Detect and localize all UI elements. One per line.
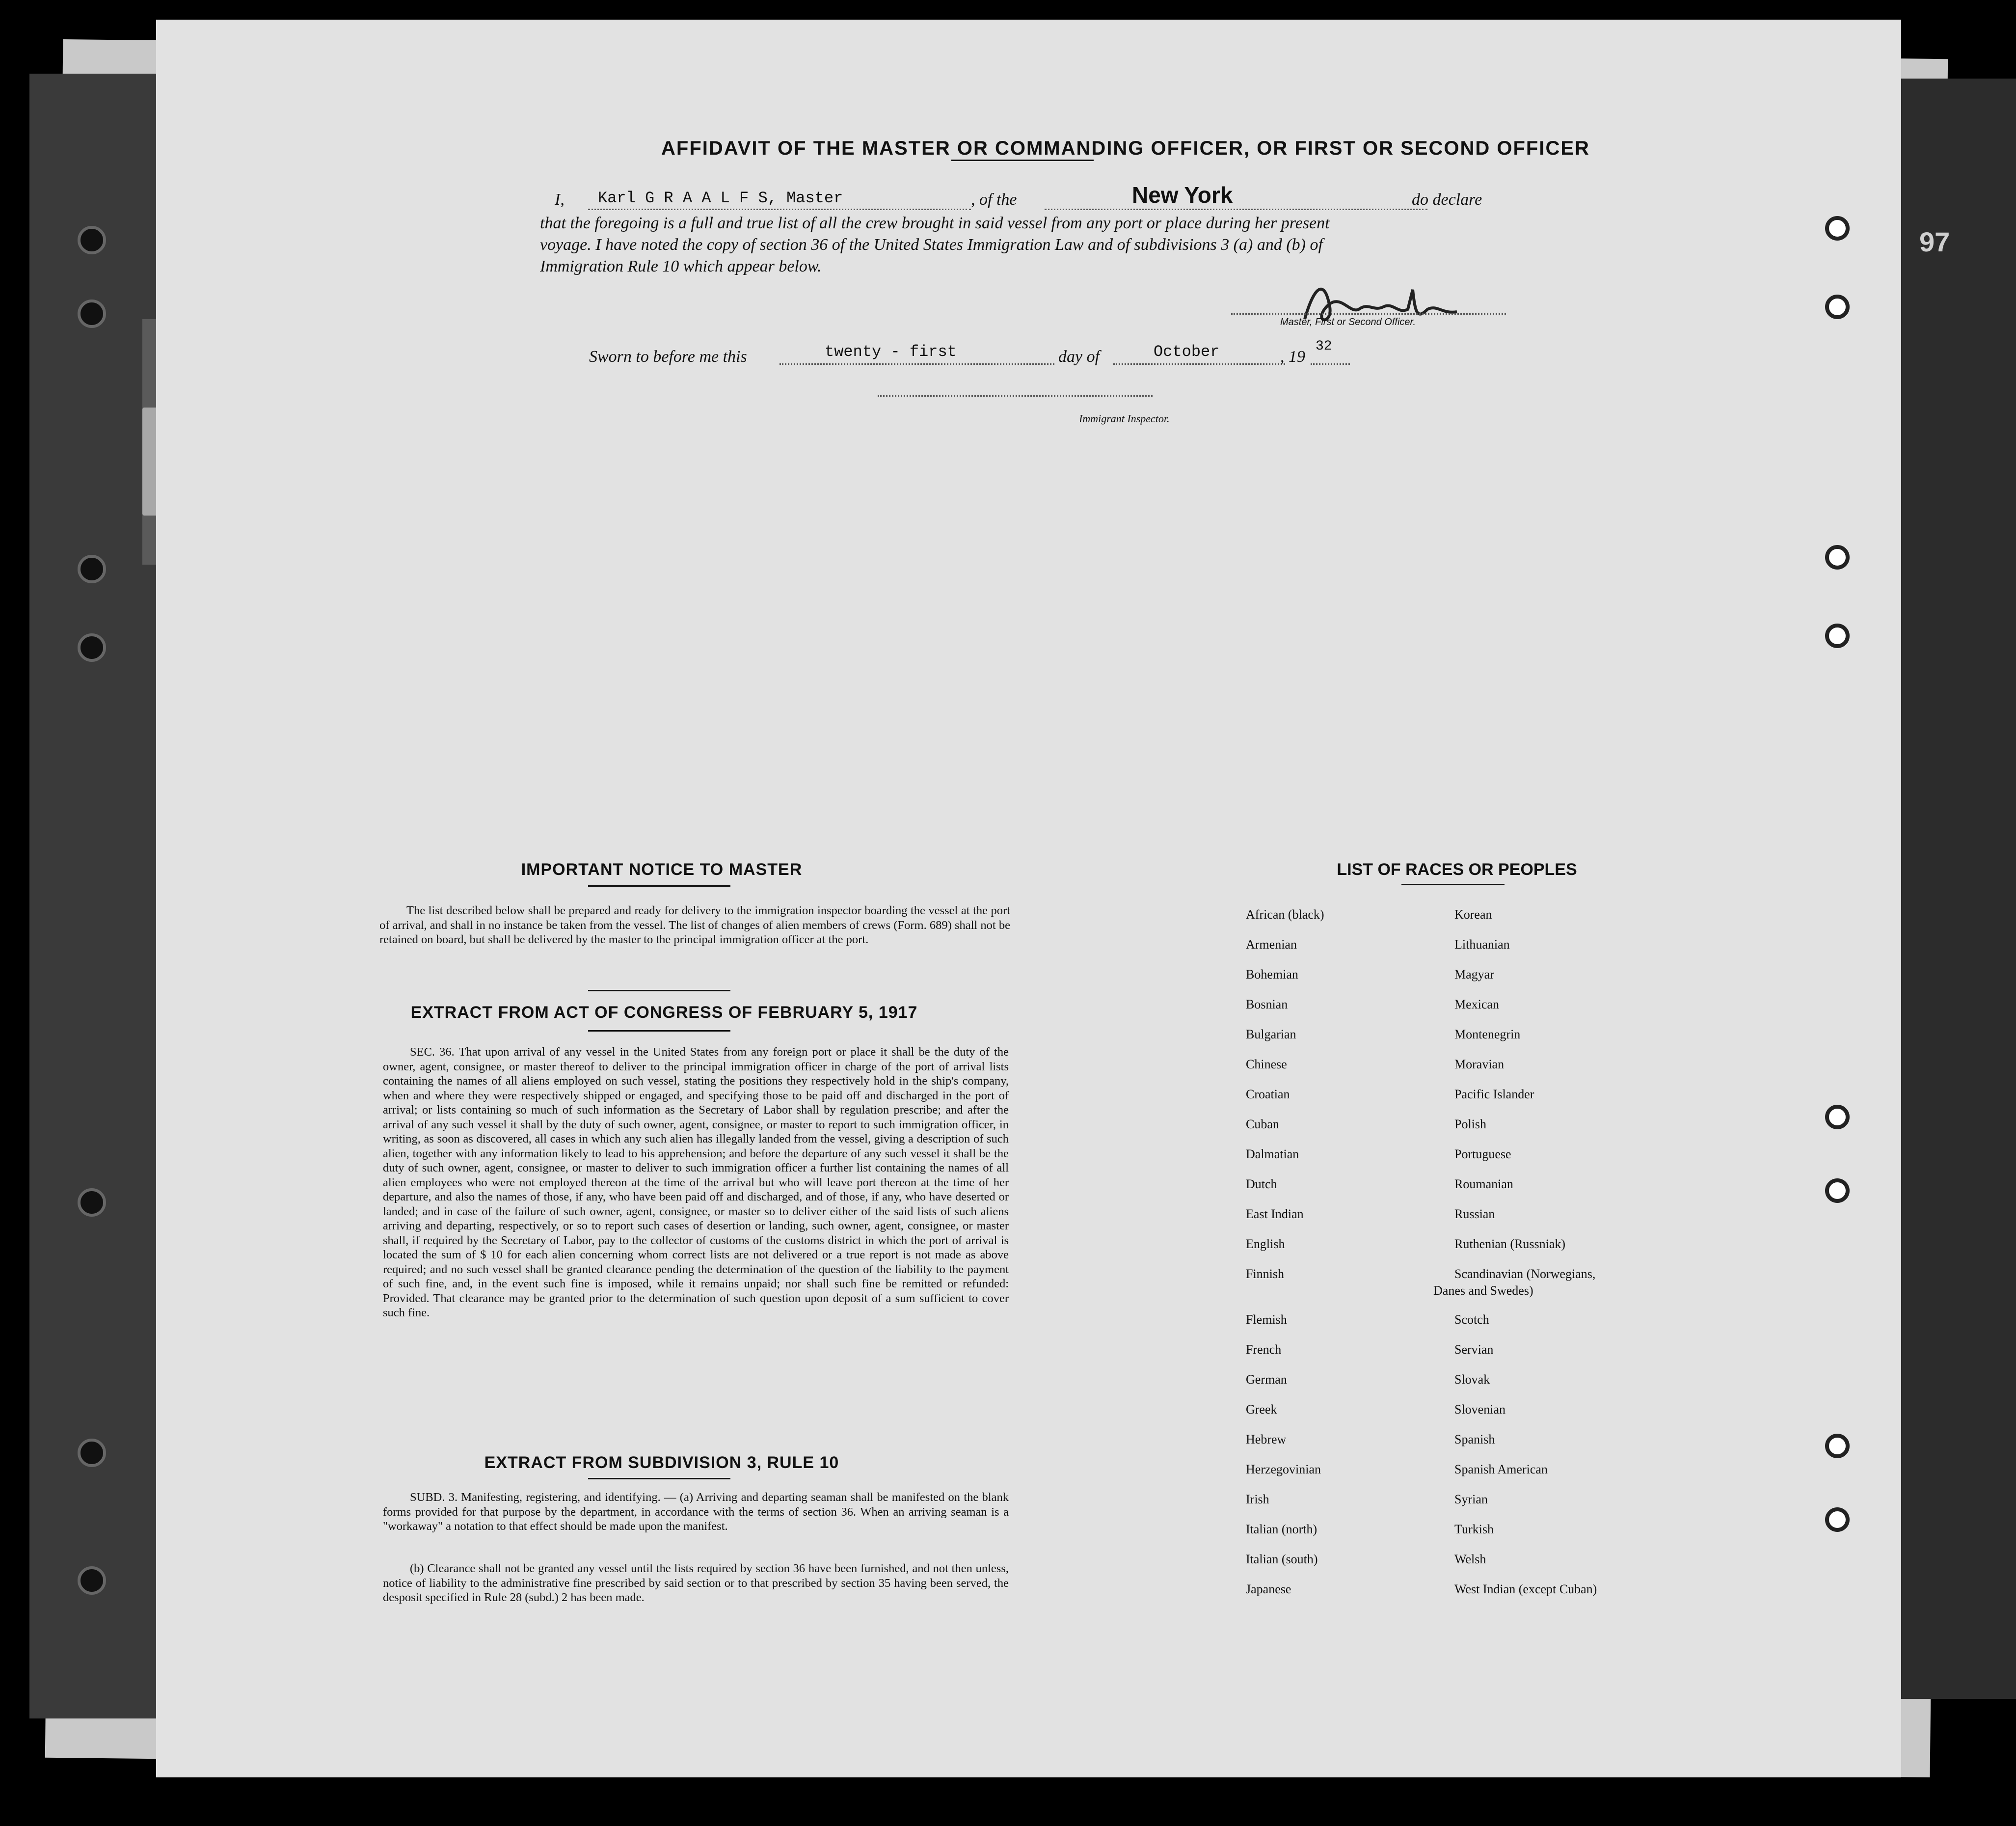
act-title-rule: [588, 1030, 730, 1032]
title-underline: [951, 160, 1094, 161]
master-name-field: Karl G R A A L F S, Master: [598, 189, 843, 207]
race-item: Slovak: [1454, 1372, 1490, 1387]
adjacent-page-edge: [1900, 79, 2016, 1699]
notice-body: The list described below shall be prepared and ready for delivery to the immigration inspector boarding the vessel at the port of arrival, and shall in no instance be taken from the vessel. The list of changes of alien members of crews (Form. 689) shall not be retained on board, but shall be delivered by the master to the principal immigration officer at the port.: [379, 904, 1010, 946]
race-item: Spanish American: [1454, 1462, 1548, 1476]
race-item: Scandinavian (Norwegians,: [1454, 1267, 1596, 1281]
race-item: German: [1246, 1372, 1287, 1387]
races-title: LIST OF RACES OR PEOPLES: [1337, 860, 1577, 879]
binding-hole-icon: [1825, 216, 1850, 241]
race-item: Dalmatian: [1246, 1147, 1299, 1161]
affidavit-title: AFFIDAVIT OF THE MASTER OR COMMANDING OFFICER, OR FIRST OR SECOND OFFICER: [661, 137, 1590, 159]
act-text: [383, 1045, 1009, 1320]
rule-body-b: (b) Clearance shall not be granted any vessel until the lists required by section 36 have been furnished, and not then unless, notice of liability to the administrative fine prescribed by said section or to that prescribed by section 35 having been served, the desposit specified in Rule 28 (subd.) 2 has been made.: [383, 1562, 1009, 1604]
race-item: Ruthenian (Russniak): [1454, 1237, 1566, 1251]
race-item: Japanese: [1246, 1582, 1291, 1596]
races-title-rule: [1401, 884, 1505, 885]
act-title: EXTRACT FROM ACT OF CONGRESS OF FEBRUARY 5, 1917: [410, 1003, 918, 1022]
race-item: Korean: [1454, 907, 1492, 922]
notice-title-rule: [588, 885, 730, 887]
race-item: Croatian: [1246, 1087, 1290, 1101]
signature-line: [1231, 313, 1506, 315]
binding-hole-icon: [1825, 1178, 1850, 1203]
race-item: Bohemian: [1246, 967, 1298, 981]
vessel-name-field: New York: [1132, 182, 1233, 208]
race-item: African (black): [1246, 907, 1324, 922]
race-item: Spanish: [1454, 1432, 1495, 1446]
race-item: English: [1246, 1237, 1285, 1251]
margin-page-number: 97: [1919, 226, 1950, 257]
race-item: Danes and Swedes): [1433, 1283, 1533, 1298]
race-item: Chinese: [1246, 1057, 1287, 1071]
race-item: Russian: [1454, 1207, 1495, 1221]
affidavit-body-line-3: Immigration Rule 10 which appear below.: [540, 257, 822, 275]
affidavit-page: [156, 20, 1901, 1777]
rule-title: EXTRACT FROM SUBDIVISION 3, RULE 10: [484, 1453, 839, 1472]
sworn-prefix: Sworn to before me this: [589, 348, 747, 366]
race-item: Pacific Islander: [1454, 1087, 1534, 1101]
race-item: Mexican: [1454, 997, 1499, 1011]
binding-hole-icon: [1825, 295, 1850, 319]
year-prefix: , 19: [1280, 348, 1305, 366]
race-item: Bosnian: [1246, 997, 1288, 1011]
race-item: Dutch: [1246, 1177, 1277, 1191]
binding-hole-icon: [78, 1439, 106, 1467]
race-item: Flemish: [1246, 1312, 1287, 1327]
race-item: Finnish: [1246, 1267, 1285, 1281]
race-item: Herzegovinian: [1246, 1462, 1321, 1476]
race-item: Greek: [1246, 1402, 1277, 1417]
race-item: Irish: [1246, 1492, 1269, 1506]
sworn-month-field: October: [1154, 343, 1220, 361]
race-item: Italian (south): [1246, 1552, 1318, 1566]
race-item: Slovenian: [1454, 1402, 1505, 1417]
inspector-line: [878, 395, 1153, 397]
do-declare-text: do declare: [1412, 191, 1482, 209]
affidavit-body-line-2: voyage. I have noted the copy of section 36 of the United States Immigration Law and of subdivisions 3 (a) and (b) of: [540, 236, 1323, 254]
year-line: [1311, 363, 1350, 365]
inspector-label: Immigrant Inspector.: [1079, 412, 1170, 425]
race-item: French: [1246, 1342, 1282, 1357]
day-of-text: day of: [1058, 348, 1100, 366]
race-item: Cuban: [1246, 1117, 1279, 1131]
year-suffix: 32: [1316, 339, 1332, 354]
binding-hole-icon: [78, 1566, 106, 1595]
vessel-name-line: [1045, 209, 1427, 210]
notice-text: [379, 903, 1010, 947]
binding-hole-icon: [1825, 1507, 1850, 1532]
race-item: Servian: [1454, 1342, 1494, 1357]
of-the-text: , of the: [971, 191, 1017, 209]
binding-hole-icon: [78, 555, 106, 583]
race-item: West Indian (except Cuban): [1454, 1582, 1597, 1596]
affidavit-i-prefix: I,: [555, 191, 564, 209]
rule-text-b: [383, 1561, 1009, 1605]
race-item: Lithuanian: [1454, 937, 1510, 952]
notice-title: IMPORTANT NOTICE TO MASTER: [521, 860, 803, 879]
rule-body-a: SUBD. 3. Manifesting, registering, and identifying. — (a) Arriving and departing seaman shall be manifested on the blank forms provided for that purpose by the department, in accordance with the terms of section 36. When an arriving seaman is a "workaway" a notation to that effect should be made upon the manifest.: [383, 1491, 1009, 1533]
signature-caption: Master, First or Second Officer.: [1280, 317, 1416, 327]
race-item: Polish: [1454, 1117, 1487, 1131]
master-name-line: [588, 209, 971, 210]
binding-hole-icon: [78, 1188, 106, 1217]
binding-hole-icon: [1825, 1434, 1850, 1458]
rule-text-a: [383, 1490, 1009, 1534]
binding-hole-icon: [78, 226, 106, 254]
race-item: Scotch: [1454, 1312, 1489, 1327]
race-item: Roumanian: [1454, 1177, 1513, 1191]
race-item: Hebrew: [1246, 1432, 1287, 1446]
rule-title-rule: [588, 1478, 730, 1479]
binding-hole-icon: [78, 300, 106, 328]
affidavit-body-line-1: that the foregoing is a full and true list of all the crew brought in said vessel from any port or place during her present: [540, 214, 1330, 232]
sworn-day-field: twenty - first: [825, 343, 957, 361]
race-item: Portuguese: [1454, 1147, 1511, 1161]
binding-hole-icon: [1825, 624, 1850, 648]
race-item: East Indian: [1246, 1207, 1304, 1221]
binding-hole-icon: [1825, 1105, 1850, 1129]
race-item: Welsh: [1454, 1552, 1486, 1566]
race-item: Armenian: [1246, 937, 1297, 952]
act-body: SEC. 36. That upon arrival of any vessel in the United States from any foreign port or place it shall be the duty of the owner, agent, consignee, or master thereof to deliver to the principal immigration officer in charge of the port of arrival lists containing the names of all aliens employed on such vessel, stating the positions they respectively hold in the ship's company, when and where they were respectively shipped or engaged, and specifying those to be paid off and discharged in the port of arrival; or lists containing so much of such information as the Secretary of Labor shall by regulation prescribe; and after the arrival of any such vessel it shall by the duty of such owner, agent, consignee, or master to report to such immigration officer, in writing, as soon as discovered, all cases in which any such alien has illegally landed from the vessel, giving a description of such alien, together with any information likely to lead to his apprehension; and before the departure of any such vessel it shall be the duty of such owner, agent, consignee, or master to deliver to such immigration officer a further list containing the names of all alien employees who were not employed thereon at the time of the arrival but who will leave port thereon at the time of her departure, and also the names of those, if any, who have been paid off and discharged, and of those, if any, who have deserted or landed; and in case of the failure of such owner, agent, consignee, or master so to deliver either of the said lists of such aliens arriving and departing, respectively, or so to report such cases of desertion or landing, such owner, agent, consignee, or master shall, if required by the Secretary of Labor, pay to the collector of customs of the customs district in which the port of arrival is located the sum of $ 10 for each alien concerning whom correct lists are not delivered or a true report is not made as above required; and no such vessel shall be granted clearance pending the determination of the question of the liability to the payment of such fine, and, in the event such fine is imposed, while it remains unpaid; nor shall such fine be remitted or refunded: Provided. That clearance may be granted prior to the determination of such question upon deposit of a sum sufficient to cover such fine.: [383, 1045, 1009, 1319]
race-item: Montenegrin: [1454, 1027, 1521, 1041]
sworn-month-line: [1113, 363, 1285, 365]
race-item: Turkish: [1454, 1522, 1494, 1536]
binding-hole-icon: [78, 633, 106, 662]
sworn-day-line: [780, 363, 1054, 365]
race-item: Magyar: [1454, 967, 1494, 981]
binding-hole-icon: [1825, 545, 1850, 570]
race-item: Syrian: [1454, 1492, 1488, 1506]
race-item: Italian (north): [1246, 1522, 1317, 1536]
race-item: Moravian: [1454, 1057, 1505, 1071]
race-item: Bulgarian: [1246, 1027, 1296, 1041]
act-top-rule: [588, 990, 730, 991]
